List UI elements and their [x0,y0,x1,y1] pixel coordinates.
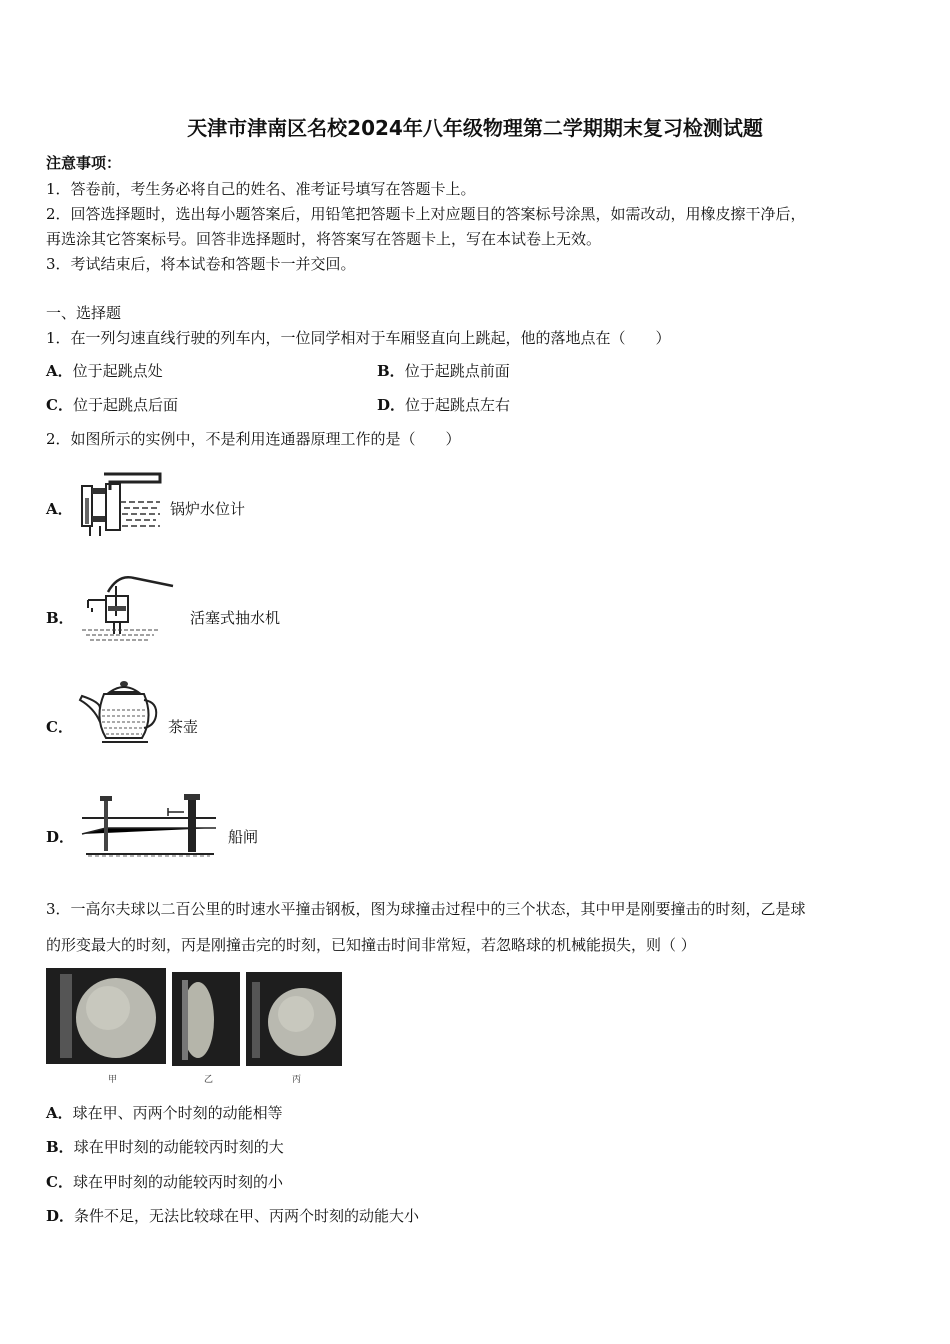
notice-item: 再选涂其它答案标号。回答非选择题时，将答案写在答题卡上，写在本试卷上无效。 [46,230,602,248]
option-letter: D． [377,396,406,414]
option-text: 球在甲、丙两个时刻的动能相等 [72,1104,283,1122]
option-text: 球在甲时刻的动能较丙时刻的小 [72,1173,283,1191]
option-letter: C． [46,396,73,414]
option-letter: B． [46,1138,74,1156]
notice-heading: 注意事项： [46,154,122,172]
option-letter: C． [46,1173,73,1191]
teapot-figure [78,678,162,746]
question-3-option-a [46,1102,283,1123]
question-1-option-c [46,394,178,415]
piston-water-pump-figure [78,572,178,642]
option-text: 位于起跳点后面 [72,396,178,414]
question-3-option-d [46,1205,419,1226]
notice-item: 1．答卷前，考生务必将自己的姓名、准考证号填写在答题卡上。 [46,180,476,198]
option-letter: A． [46,362,73,380]
option-letter: A． [46,500,73,518]
question-3-option-c [46,1171,283,1192]
option-letter: C． [46,718,73,736]
question-1-option-b [377,360,510,381]
notice-item: 3．考试结束后，将本试卷和答题卡一并交回。 [46,255,356,273]
question-1-option-d [377,394,510,415]
golf-ball-photo-2 [172,972,240,1066]
option-letter: B． [46,609,74,627]
ship-lock-figure [80,788,220,858]
option-text: 位于起跳点前面 [404,362,510,380]
question-1-option-a [46,360,163,381]
question-3-stem: 3．一高尔夫球以二百公里的时速水平撞击钢板，图为球撞击过程中的三个状态，其中甲是刚要撞击的时刻，乙是球 [46,900,806,918]
option-letter: D． [46,1207,75,1225]
option-text: 条件不足，无法比较球在甲、丙两个时刻的动能大小 [74,1207,420,1225]
section-heading: 一、选择题 [46,304,122,322]
question-2-stem: 2．如图所示的实例中，不是利用连通器原理工作的是（ ） [46,430,461,448]
option-text: 位于起跳点处 [72,362,163,380]
photo-label: 乙 [204,1075,214,1085]
golf-ball-before-impact [46,968,166,1064]
question-3-stem: 的形变最大的时刻，丙是刚撞击完的时刻，已知撞击时间非常短，若忽略球的机械能损失，则（ ） [46,936,696,954]
golf-ball-after-impact [246,972,342,1066]
figure-caption: 锅炉水位计 [170,500,246,518]
boiler-water-gauge-figure [80,466,162,538]
question-3-option-b [46,1136,284,1157]
option-text: 位于起跳点左右 [405,396,511,414]
photo-label: 丙 [292,1075,302,1085]
figure-caption: 活塞式抽水机 [190,609,281,627]
golf-ball-photo-1 [46,968,166,1064]
golf-ball-max-deformation [172,972,240,1066]
option-letter: A． [46,1104,73,1122]
figure-caption: 茶壶 [168,718,199,736]
photo-label: 甲 [108,1075,118,1085]
golf-ball-photo-3 [246,972,342,1066]
option-text: 球在甲时刻的动能较丙时刻的大 [73,1138,284,1156]
notice-item: 2．回答选择题时，选出每小题答案后，用铅笔把答题卡上对应题目的答案标号涂黑，如需改动，用橡皮擦干净后， [46,205,806,223]
option-letter: B． [377,362,405,380]
question-1-stem: 1．在一列匀速直线行驶的列车内，一位同学相对于车厢竖直向上跳起，他的落地点在（ ） [46,329,671,347]
page-title: 天津市津南区名校2024年八年级物理第二学期期末复习检测试题 [187,116,763,140]
figure-caption: 船闸 [228,828,259,846]
option-letter: D． [46,828,75,846]
